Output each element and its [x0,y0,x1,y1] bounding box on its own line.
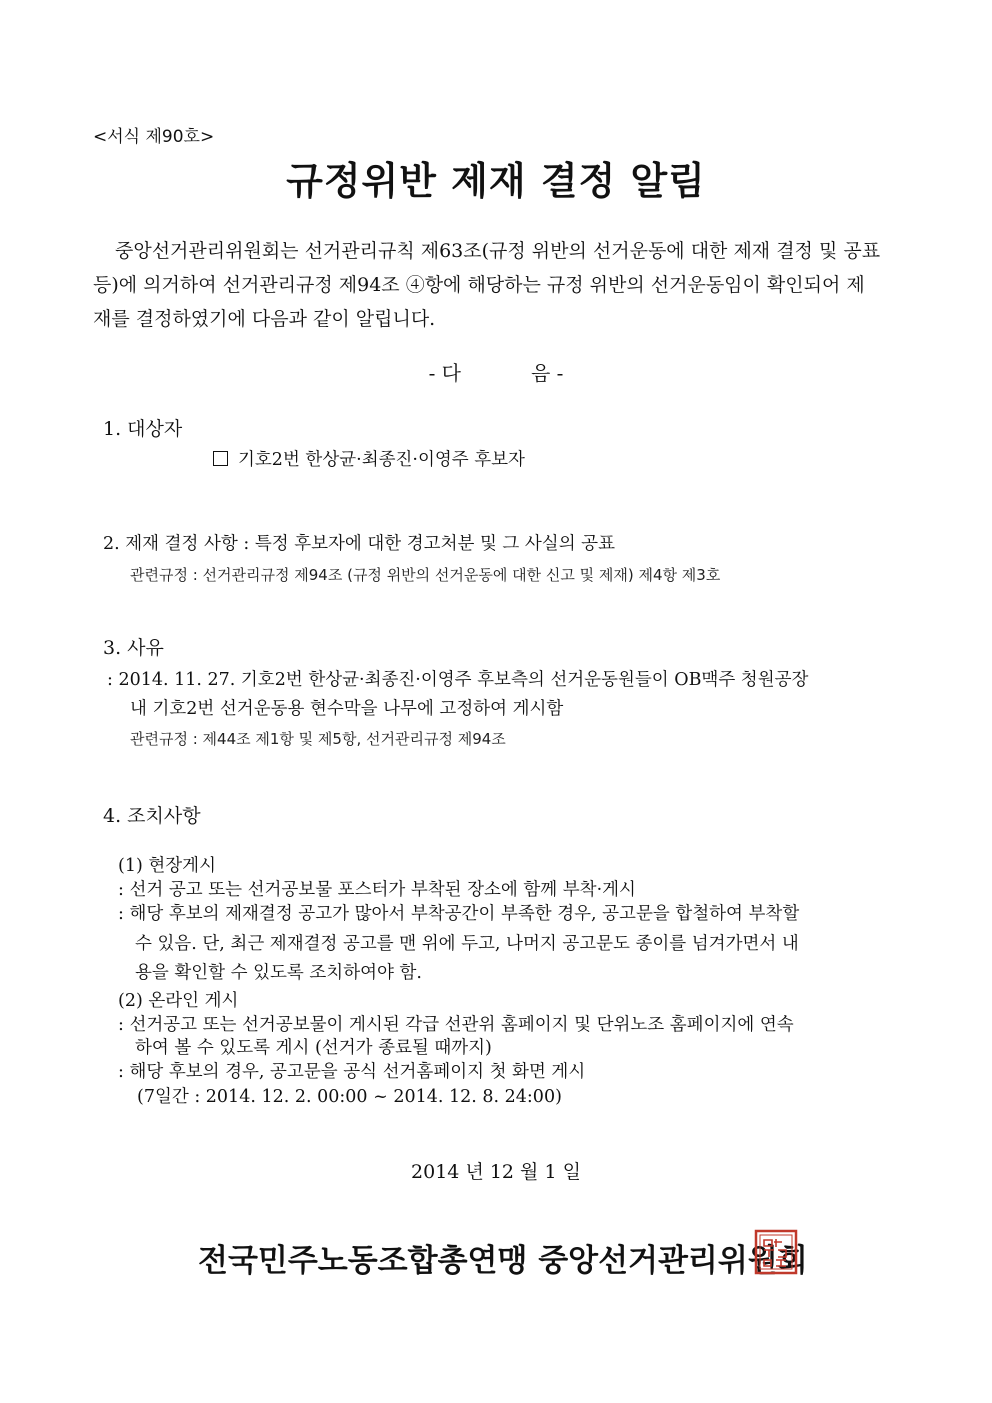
separator [0,357,992,386]
section-1-item-text: 기호2번 한상균·최종진·이영주 후보자 [238,450,525,470]
section-2-rule: 관련규정 : 선거관리규정 제94조 (규정 위반의 선거운동에 대한 신고 및 제재) 제4항 제3호 [130,566,721,584]
intro-line-3: 재를 결정하였기에 다음과 같이 알립니다. [93,308,436,330]
separator-left: - 다 [428,361,461,385]
organization-name: 전국민주노동조합총연맹 중앙선거관리위원회 [198,1243,808,1279]
section-3-line-2: 내 기호2번 선거운동용 현수막을 나무에 고정하여 게시함 [130,699,564,719]
page-title: 규정위반 제재 결정 알림 [286,159,706,203]
separator-right: 음 - [531,361,564,385]
section-3-line-1: : 2014. 11. 27. 기호2번 한상균·최종진·이영주 후보측의 선거운동원들이 OB맥주 청원공장 [107,670,809,690]
section-4-heading: 4. 조치사항 [103,805,201,827]
section-4-sub-2-line-4: (7일간 : 2014. 12. 2. 00:00 ~ 2014. 12. 8. 24:00) [137,1087,562,1107]
section-2-heading: 2. 제재 결정 사항 : 특정 후보자에 대한 경고처분 및 그 사실의 공표 [103,534,615,554]
section-4-sub-2-line-1: : 선거공고 또는 선거공보물이 게시된 각급 선관위 홈페이지 및 단위노조 홈페이지에 연속 [118,1015,794,1035]
date: 2014 년 12 월 1 일 [411,1161,581,1183]
section-4-sub-2-line-3: : 해당 후보의 경우, 공고문을 공식 선거홈페이지 첫 화면 게시 [118,1062,586,1082]
intro-paragraph [93,234,900,336]
section-4-sub-2: (2) 온라인 게시 [118,991,239,1011]
section-1-item [213,446,525,471]
section-4-sub-1-line-1: : 선거 공고 또는 선거공보물 포스터가 부착된 장소에 함께 부착·게시 [118,880,636,900]
intro-line-1: 중앙선거관리위원회는 선거관리규칙 제63조(규정 위반의 선거운동에 대한 제재 결정 및 공표 [115,240,881,262]
form-number: <서식 제90호> [93,127,215,147]
intro-line-2: 등)에 의거하여 선거관리규정 제94조 ④항에 해당하는 규정 위반의 선거운동임이 확인되어 제 [93,274,865,296]
section-4-sub-2-line-2: 하여 볼 수 있도록 게시 (선거가 종료될 때까지) [135,1038,492,1058]
checkbox-icon [213,451,228,466]
section-4-sub-1-line-4: 용을 확인할 수 있도록 조치하여야 함. [135,963,422,983]
section-1-heading: 1. 대상자 [103,418,183,440]
section-3-rule: 관련규정 : 제44조 제1항 및 제5항, 선거관리규정 제94조 [130,730,506,748]
section-4-sub-1-line-3: 수 있음. 단, 최근 제재결정 공고를 맨 위에 두고, 나머지 공고문도 종이를 넘겨가면서 내 [135,934,799,954]
section-4-sub-1-line-2: : 해당 후보의 제재결정 공고가 많아서 부착공간이 부족한 경우, 공고문을 합철하여 부착할 [118,904,800,924]
section-3-heading: 3. 사유 [103,637,164,659]
seal-icon [754,1229,798,1275]
section-4-sub-1: (1) 현장게시 [118,856,216,876]
